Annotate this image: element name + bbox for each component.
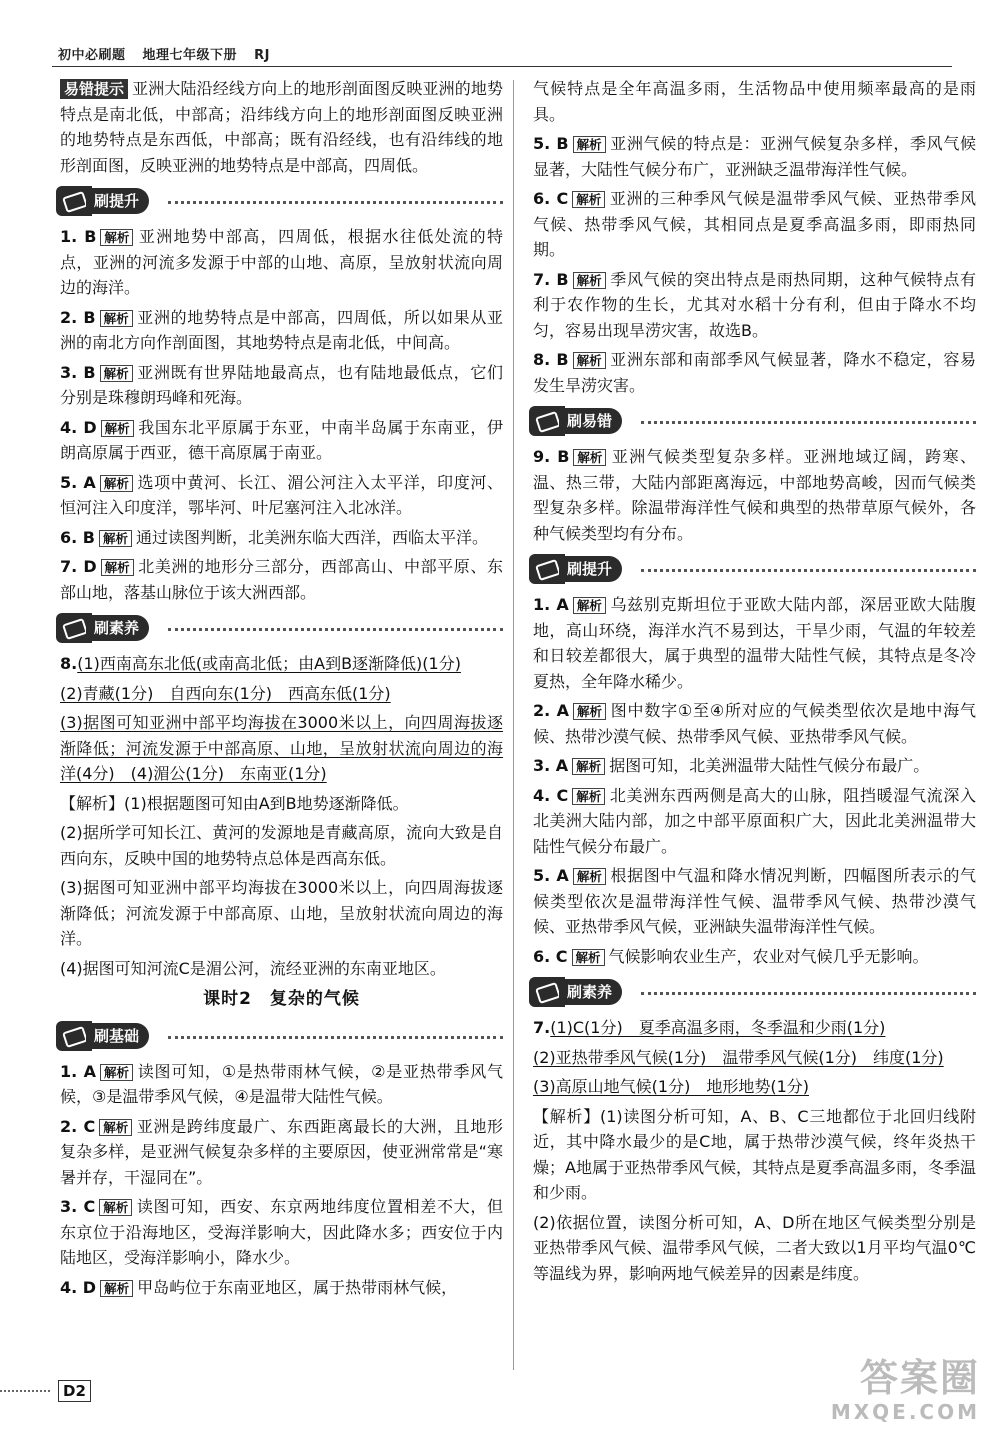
answer-item bbox=[533, 131, 976, 182]
section-dots bbox=[641, 421, 976, 424]
analysis-tag: 解析 bbox=[100, 365, 133, 382]
answer-number: 3. B bbox=[60, 362, 96, 382]
header-edition: RJ bbox=[254, 48, 270, 63]
answer-list-4 bbox=[533, 444, 976, 546]
answer-text: 气候影响农业生产，农业对气候几乎无影响。 bbox=[608, 946, 929, 966]
analysis-tag: 解析 bbox=[573, 868, 606, 885]
answer-item bbox=[533, 186, 976, 263]
answer-number: 6. C bbox=[533, 946, 568, 966]
right-column bbox=[533, 76, 976, 1290]
q8-answer-2: (2)青藏(1分) 自西向东(1分) 西高东低(1分) bbox=[60, 683, 391, 703]
answer-number: 1. A bbox=[533, 595, 569, 614]
answer-number: 4. D bbox=[60, 1277, 97, 1297]
left-column bbox=[60, 76, 503, 1304]
q8-analysis-3: (3)据图可知亚洲中部平均海拔在3000米以上，向四周海拔逐渐降低；河流发源于中部高原、山地，呈放射状流向周边的海洋。 bbox=[60, 878, 503, 948]
section-header-shuatisheng-2 bbox=[529, 552, 976, 586]
analysis-tag: 解析 bbox=[572, 788, 605, 805]
section-header-shuasuyang-2 bbox=[529, 975, 976, 1009]
answer-number: 4. D bbox=[60, 417, 97, 437]
answer-item bbox=[60, 224, 503, 301]
section-label: 刷基础 bbox=[86, 1023, 149, 1049]
answer-text: 选项中黄河、长江、湄公河注入太平洋，印度河、恒河注入印度洋，鄂毕河、叶尼塞河注入北冰洋。 bbox=[60, 472, 503, 517]
analysis-tag: 解析 bbox=[100, 475, 133, 492]
answer-item bbox=[533, 698, 976, 749]
analysis-tag: 解析 bbox=[100, 229, 133, 246]
answer-number: 2. B bbox=[60, 307, 96, 327]
answer-item bbox=[533, 592, 976, 694]
answer-text: 根据图中气温和降水情况判断，四幅图所表示的气候类型依次是温带海洋性气候、温带季风气候、热带沙漠气候、亚热带季风气候，亚洲缺失温带海洋性气候。 bbox=[533, 866, 976, 936]
watermark-text: 答案圈 bbox=[859, 1356, 980, 1400]
section-dots bbox=[168, 628, 503, 631]
analysis-tag: 解析 bbox=[101, 420, 134, 437]
section-label: 刷提升 bbox=[86, 188, 149, 214]
section-dots bbox=[641, 992, 976, 995]
section-dots bbox=[168, 1036, 503, 1039]
q7-answer-1 bbox=[533, 1015, 976, 1041]
header-subject: 地理七年级下册 bbox=[142, 48, 238, 63]
analysis-tag: 解析 bbox=[100, 1064, 133, 1081]
section-label: 刷易错 bbox=[559, 408, 622, 434]
column-divider bbox=[513, 80, 514, 1370]
q8-answer-3: (3)据图可知亚洲中部平均海拔在3000米以上，向四周海拔逐渐降低；河流发源于中部高原、山地，呈放射状流向周边的海洋(4分) (4)湄公(1分) 东南亚(1分) bbox=[60, 713, 503, 783]
answer-number: 1. B bbox=[60, 227, 97, 246]
answer-text: 亚洲气候类型复杂多样。亚洲地域辽阔，跨寒、温、热三带，大陆内部距离海远，中部地势高峻，因而气候类型复杂多样。除温带海洋性气候和典型的热带草原气候外，各种气候类型均有分布。 bbox=[533, 447, 976, 543]
answer-text: 读图可知，西安、东京两地纬度位置相差不大，但东京位于沿海地区，受海洋影响大，因此降水多；西安位于内陆地区，受海洋影响小，降水少。 bbox=[60, 1197, 503, 1267]
answer-text: 亚洲是跨纬度最广、东西距离最长的大洲，且地形复杂多样，是亚洲气候复杂多样的主要原因，使亚洲常常是“寒暑并存，干湿同在”。 bbox=[60, 1116, 503, 1187]
analysis-tag: 解析 bbox=[573, 352, 606, 369]
answer-text: (1)西南高东北低(或南高北低；由A到B逐渐降低)(1分) bbox=[77, 654, 461, 673]
watermark-logo bbox=[810, 1356, 980, 1436]
analysis-tag: 解析 bbox=[573, 272, 606, 289]
analysis-tag: 解析 bbox=[99, 530, 132, 547]
question-7-block bbox=[533, 1015, 976, 1286]
answer-number: 4. C bbox=[533, 785, 569, 805]
answer-item bbox=[60, 1059, 503, 1110]
answer-text: 北美洲东西两侧是高大的山脉，阻挡暖湿气流深入北美洲大陆内部，加之中部平原面积广大，因此北美洲温带大陆性气候分布最广。 bbox=[533, 785, 976, 856]
analysis-tag: 解析 bbox=[573, 449, 606, 466]
analysis-tag: 解析 bbox=[99, 1199, 132, 1216]
answer-text: 亚洲气候的特点是：亚洲气候复杂多样，季风气候显著，大陆性气候分布广，亚洲缺乏温带海洋性气候。 bbox=[533, 134, 976, 179]
answer-number: 5. A bbox=[60, 472, 96, 492]
section-dots bbox=[168, 201, 503, 204]
answer-text: (1)C(1分) 夏季高温多雨，冬季温和少雨(1分) bbox=[550, 1018, 886, 1037]
answer-text: 亚洲的三种季风气候是温带季风气候、亚热带季风气候、热带季风气候，其相同点是夏季高温多雨，即雨热同期。 bbox=[533, 189, 976, 259]
answer-item bbox=[60, 1275, 503, 1301]
answer-text: 图中数字①至④所对应的气候类型依次是地中海气候、热带沙漠气候、热带季风气候、亚热带季风气候。 bbox=[533, 701, 976, 746]
section-header-shuatisheng bbox=[56, 184, 503, 218]
continued-text: 气候特点是全年高温多雨，生活物品中使用频率最高的是雨具。 bbox=[533, 79, 976, 124]
answer-number: 7. B bbox=[533, 269, 569, 289]
question-8-block bbox=[60, 651, 503, 981]
q8-answer-1 bbox=[60, 651, 503, 677]
answer-item bbox=[533, 444, 976, 546]
analysis-tag: 解析 bbox=[100, 310, 133, 327]
q8-analysis-4: (4)据图可知河流C是湄公河，流经亚洲的东南亚地区。 bbox=[60, 958, 446, 978]
header-book: 初中必刷题 bbox=[58, 48, 126, 63]
answer-item bbox=[60, 415, 503, 466]
answer-number: 2. C bbox=[60, 1116, 96, 1136]
answer-item bbox=[60, 1194, 503, 1271]
analysis-tag: 解析 bbox=[101, 559, 134, 576]
analysis-tag: 解析 bbox=[99, 1119, 132, 1136]
answer-number: 8. B bbox=[533, 350, 569, 369]
page-number: D2 bbox=[58, 1380, 91, 1402]
answer-number: 7. D bbox=[60, 557, 97, 576]
error-tip-badge: 易错提示 bbox=[60, 79, 128, 99]
intro-text: 亚洲大陆沿经线方向上的地形剖面图反映亚洲的地势特点是南北低，中部高；沿纬线方向上的地形剖面图反映亚洲的地势特点是东西低，中部高；既有沿经线，也有沿纬线的地形剖面图，反映亚洲的地势特点是中部高，四周低。 bbox=[60, 79, 503, 175]
analysis-tag: 解析 bbox=[76, 793, 109, 813]
answer-number: 1. A bbox=[60, 1061, 96, 1081]
answer-text: 北美洲的地形分三部分，西部高山、中部平原、东部山地，落基山脉位于该大洲西部。 bbox=[60, 557, 503, 602]
answer-text: 读图可知，①是热带雨林气候，②是亚热带季风气候，③是温带季风气候，④是温带大陆性气候。 bbox=[60, 1061, 503, 1106]
answer-item bbox=[60, 525, 503, 551]
answer-item bbox=[60, 470, 503, 521]
answer-number: 6. C bbox=[533, 189, 569, 208]
section-label: 刷提升 bbox=[559, 556, 622, 582]
intro-note bbox=[60, 76, 503, 178]
answer-number: 6. B bbox=[60, 527, 95, 547]
answer-text: 乌兹别克斯坦位于亚欧大陆内部，深居亚欧大陆腹地，高山环绕，海洋水汽不易到达，干旱少雨，气温的年较差和日较差都很大，属于典型的温带大陆性气候，其特点是冬冷夏热，全年降水稀少。 bbox=[533, 595, 976, 691]
analysis-text: (1)根据题图可知由A到B地势逐渐降低。 bbox=[124, 793, 409, 813]
answer-number: 8. bbox=[60, 654, 78, 673]
answer-list-2 bbox=[60, 1059, 503, 1301]
answer-number: 9. B bbox=[533, 447, 570, 466]
answer-list-3 bbox=[533, 131, 976, 398]
answer-item bbox=[60, 305, 503, 356]
q7-analysis-1: 【解析】(1)读图分析可知，A、B、C三地都位于北回归线附近，其中降水最少的是C地，属于热带沙漠气候，终年炎热干燥；A地属于亚热带季风气候，其特点是夏季高温多雨，冬季温和少雨。 bbox=[533, 1106, 976, 1202]
answer-text: 季风气候的突出特点是雨热同期，这种气候特点有利于农作物的生长，尤其对水稻十分有利，但由于降水不均匀，容易出现旱涝灾害，故选B。 bbox=[533, 269, 976, 340]
q7-analysis-2: (2)依据位置，读图分析可知，A、D所在地区气候类型分别是亚热带季风气候、温带季风气候，二者大致以1月平均气温0℃等温线为界，影响两地气候差异的因素是纬度。 bbox=[533, 1212, 976, 1283]
q7-answer-3: (3)高原山地气候(1分) 地形地势(1分) bbox=[533, 1077, 809, 1096]
answer-number: 7. bbox=[533, 1018, 551, 1037]
answer-item bbox=[533, 267, 976, 344]
analysis-tag: 解析 bbox=[573, 136, 606, 153]
q8-analysis-1: 【解析】(1)根据题图可知由A到B地势逐渐降低。 bbox=[60, 793, 409, 813]
q8-analysis-2: (2)据所学可知长江、黄河的发源地是青藏高原，流向大致是自西向东，反映中国的地势特点总体是西高东低。 bbox=[60, 823, 503, 868]
answer-number: 3. C bbox=[60, 1197, 96, 1216]
section-header-shuajichu bbox=[56, 1019, 503, 1053]
answer-item bbox=[533, 783, 976, 860]
page-header bbox=[58, 44, 282, 63]
answer-item bbox=[60, 1114, 503, 1191]
answer-number: 2. A bbox=[533, 701, 569, 720]
answer-text: 亚洲地势中部高，四周低，根据水往低处流的特点，亚洲的河流多发源于中部的山地、高原，呈放射状流向周边的海洋。 bbox=[60, 227, 503, 297]
answer-text: 亚洲既有世界陆地最高点，也有陆地最低点，它们分别是珠穆朗玛峰和死海。 bbox=[60, 362, 503, 407]
section-label: 刷素养 bbox=[559, 979, 622, 1005]
answer-number: 5. B bbox=[533, 134, 569, 153]
q7-answer-2: (2)亚热带季风气候(1分) 温带季风气候(1分) 纬度(1分) bbox=[533, 1047, 944, 1067]
answer-item bbox=[60, 360, 503, 411]
analysis-text: (1)读图分析可知，A、B、C三地都位于北回归线附近，其中降水最少的是C地，属于热带沙漠气候，终年炎热干燥；A地属于亚热带季风气候，其特点是夏季高温多雨，冬季温和少雨。 bbox=[533, 1106, 976, 1202]
answer-text: 甲岛屿位于东南亚地区，属于热带雨林气候， bbox=[137, 1277, 458, 1297]
answer-text: 通过读图判断，北美洲东临大西洋，西临太平洋。 bbox=[136, 527, 489, 547]
answer-text: 据图可知，北美洲温带大陆性气候分布最广。 bbox=[609, 756, 930, 775]
analysis-tag: 解析 bbox=[572, 758, 605, 775]
answer-item bbox=[533, 863, 976, 940]
lesson-title: 课时2 复杂的气候 bbox=[203, 989, 360, 1009]
answer-text: 亚洲东部和南部季风气候显著，降水不稳定，容易发生旱涝灾害。 bbox=[533, 350, 976, 395]
watermark-url: MXQE.COM bbox=[830, 1400, 980, 1424]
answer-text: 亚洲的地势特点是中部高，四周低，所以如果从亚洲的南北方向作剖面图，其地势特点是南北低，中间高。 bbox=[60, 307, 503, 352]
answer-list-5 bbox=[533, 592, 976, 969]
answer-number: 3. A bbox=[533, 756, 569, 775]
answer-number: 5. A bbox=[533, 866, 569, 885]
analysis-tag: 解析 bbox=[100, 1280, 133, 1297]
page-dots bbox=[0, 1390, 50, 1392]
answer-item bbox=[60, 554, 503, 605]
answer-text: 我国东北平原属于东亚，中南半岛属于东南亚，伊朗高原属于西亚，德干高原属于南亚。 bbox=[60, 417, 503, 462]
analysis-tag: 解析 bbox=[573, 703, 606, 720]
section-dots bbox=[641, 569, 976, 572]
answer-item bbox=[533, 944, 976, 970]
section-header-shuayicuo bbox=[529, 404, 976, 438]
section-header-shuasuyang bbox=[56, 611, 503, 645]
answer-list-1 bbox=[60, 224, 503, 605]
analysis-tag: 解析 bbox=[572, 949, 605, 966]
analysis-tag: 解析 bbox=[573, 597, 606, 614]
section-label: 刷素养 bbox=[86, 615, 149, 641]
answer-item bbox=[533, 347, 976, 398]
analysis-tag: 解析 bbox=[549, 1106, 584, 1126]
answer-item bbox=[533, 753, 976, 779]
header-rule bbox=[52, 66, 952, 67]
analysis-tag: 解析 bbox=[572, 191, 605, 208]
